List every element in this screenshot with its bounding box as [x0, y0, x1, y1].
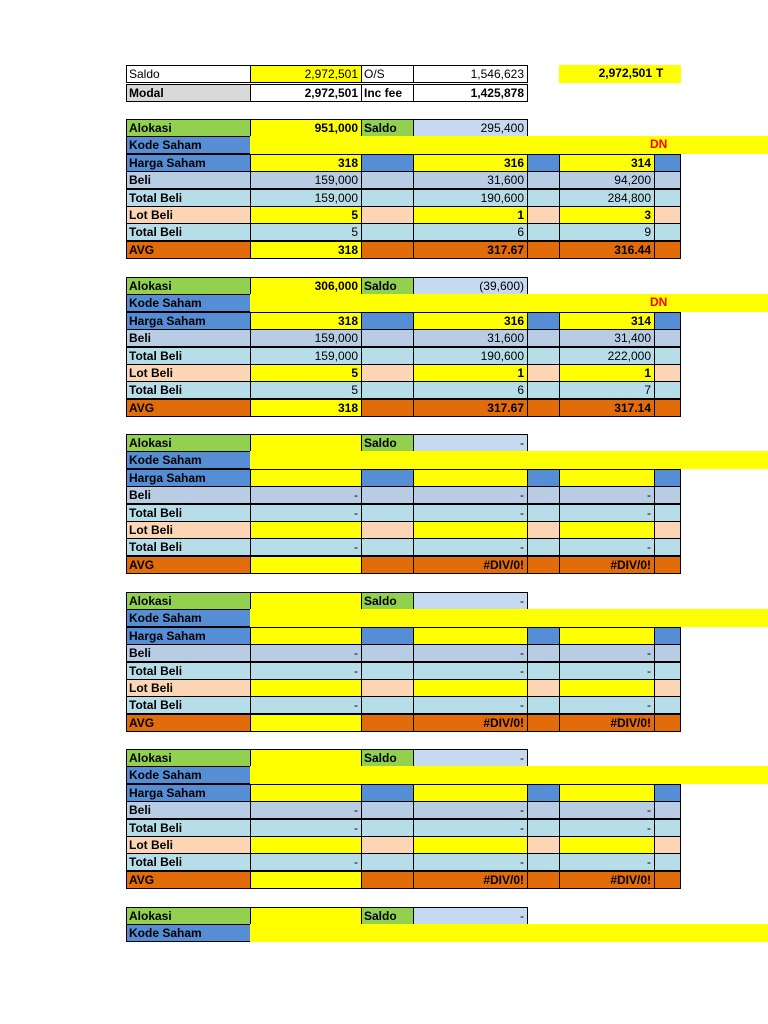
harga-value-2[interactable]: [413, 784, 528, 802]
total-lot-label: Total Beli: [126, 853, 251, 871]
total-beli-label: Total Beli: [126, 347, 251, 365]
saldo-label: Saldo: [361, 277, 414, 295]
beli-value-1[interactable]: -: [250, 486, 362, 504]
beli-value-1[interactable]: 159,000: [250, 329, 362, 347]
total-lot-value-2[interactable]: -: [413, 853, 528, 871]
total-beli-value-1[interactable]: -: [250, 819, 362, 837]
total-lot-value-1[interactable]: -: [250, 853, 362, 871]
spacer-cell: [361, 679, 414, 697]
spacer-cell: [361, 556, 414, 574]
spacer-cell: [654, 819, 681, 837]
total-beli-value-2[interactable]: 190,600: [413, 347, 528, 365]
avg-value-3[interactable]: #DIV/0!: [559, 556, 655, 574]
incfee-label: Inc fee: [361, 84, 414, 102]
spacer-cell: [361, 662, 414, 680]
avg-value-2[interactable]: #DIV/0!: [413, 556, 528, 574]
lot-beli-value-3[interactable]: [559, 521, 655, 539]
spacer-cell: [654, 714, 681, 732]
total-lot-value-3[interactable]: 9: [559, 223, 655, 241]
harga-value-2[interactable]: [413, 469, 528, 487]
avg-value-2[interactable]: 317.67: [413, 399, 528, 417]
lot-beli-label: Lot Beli: [126, 836, 251, 854]
harga-label: Harga Saham: [126, 154, 251, 172]
total-beli-value-2[interactable]: -: [413, 504, 528, 522]
side-letter: T: [654, 65, 681, 83]
spacer-cell: [361, 223, 414, 241]
spacer-cell: [654, 696, 681, 714]
spacer-cell: [361, 399, 414, 417]
kode-saham-value: DN: [648, 136, 681, 154]
total-lot-value-1[interactable]: -: [250, 538, 362, 556]
spacer-cell: [527, 662, 560, 680]
total-lot-value-3[interactable]: -: [559, 538, 655, 556]
saldo-label: Saldo: [361, 119, 414, 137]
spacer-cell: [527, 399, 560, 417]
saldo-value[interactable]: -: [413, 907, 528, 925]
beli-value-3[interactable]: -: [559, 486, 655, 504]
beli-value-3[interactable]: -: [559, 801, 655, 819]
beli-value-1[interactable]: -: [250, 644, 362, 662]
saldo-value[interactable]: 295,400: [413, 119, 528, 137]
avg-value-2[interactable]: 317.67: [413, 241, 528, 259]
lot-beli-label: Lot Beli: [126, 206, 251, 224]
harga-value-1[interactable]: [250, 469, 362, 487]
kode-saham-label: Kode Saham: [126, 609, 251, 627]
lot-beli-value-2[interactable]: 1: [413, 364, 528, 382]
spacer-cell: [527, 679, 560, 697]
avg-label: AVG: [126, 714, 251, 732]
beli-value-3[interactable]: 31,400: [559, 329, 655, 347]
beli-value-1[interactable]: -: [250, 801, 362, 819]
alokasi-value[interactable]: 951,000: [250, 119, 362, 137]
spacer-cell: [527, 644, 560, 662]
spacer-cell: [361, 381, 414, 399]
harga-value-1[interactable]: 318: [250, 154, 362, 172]
lot-beli-value-2[interactable]: [413, 836, 528, 854]
total-lot-value-2[interactable]: 6: [413, 223, 528, 241]
avg-value-3[interactable]: 317.14: [559, 399, 655, 417]
spacer-cell: [654, 662, 681, 680]
kode-saham-input[interactable]: [250, 609, 768, 627]
avg-value-1[interactable]: [250, 871, 362, 889]
lot-beli-label: Lot Beli: [126, 364, 251, 382]
spacer-cell: [361, 819, 414, 837]
harga-value-3[interactable]: [559, 469, 655, 487]
beli-label: Beli: [126, 801, 251, 819]
spacer-cell: [361, 469, 414, 487]
harga-value-2[interactable]: 316: [413, 154, 528, 172]
alokasi-label: Alokasi: [126, 749, 251, 767]
spacer-cell: [654, 504, 681, 522]
spacer-cell: [361, 312, 414, 330]
spacer-cell: [527, 329, 560, 347]
alokasi-value[interactable]: [250, 907, 362, 925]
total-beli-label: Total Beli: [126, 189, 251, 207]
harga-value-1[interactable]: [250, 627, 362, 645]
kode-saham-input[interactable]: [250, 766, 768, 784]
spacer-cell: [527, 556, 560, 574]
avg-label: AVG: [126, 241, 251, 259]
lot-beli-value-1[interactable]: [250, 836, 362, 854]
spacer-cell: [361, 853, 414, 871]
modal-value[interactable]: 2,972,501: [250, 84, 362, 102]
avg-label: AVG: [126, 399, 251, 417]
beli-label: Beli: [126, 644, 251, 662]
lot-beli-value-3[interactable]: [559, 836, 655, 854]
alokasi-value[interactable]: [250, 749, 362, 767]
spacer-cell: [361, 486, 414, 504]
spacer-cell: [361, 871, 414, 889]
total-lot-value-3[interactable]: -: [559, 696, 655, 714]
saldo-value[interactable]: -: [413, 434, 528, 452]
alokasi-label: Alokasi: [126, 434, 251, 452]
total-beli-value-1[interactable]: 159,000: [250, 347, 362, 365]
spacer-cell: [654, 801, 681, 819]
spacer-cell: [361, 696, 414, 714]
harga-label: Harga Saham: [126, 784, 251, 802]
spacer-cell: [361, 521, 414, 539]
total-lot-value-1[interactable]: 5: [250, 223, 362, 241]
spacer-cell: [361, 836, 414, 854]
avg-value-2[interactable]: #DIV/0!: [413, 871, 528, 889]
spacer-cell: [654, 154, 681, 172]
spacer-cell: [527, 853, 560, 871]
spacer-cell: [527, 364, 560, 382]
harga-value-3[interactable]: 314: [559, 312, 655, 330]
harga-value-1[interactable]: 318: [250, 312, 362, 330]
spacer-cell: [527, 714, 560, 732]
lot-beli-value-3[interactable]: 3: [559, 206, 655, 224]
total-lot-value-3[interactable]: -: [559, 853, 655, 871]
spacer-cell: [527, 836, 560, 854]
spacer-cell: [654, 853, 681, 871]
lot-beli-value-1[interactable]: [250, 521, 362, 539]
total-beli-label: Total Beli: [126, 504, 251, 522]
spacer-cell: [527, 784, 560, 802]
spacer-cell: [527, 801, 560, 819]
avg-value-1[interactable]: [250, 556, 362, 574]
spacer-cell: [654, 644, 681, 662]
harga-value-3[interactable]: [559, 627, 655, 645]
total-beli-value-1[interactable]: 159,000: [250, 189, 362, 207]
saldo-label: Saldo: [126, 65, 251, 83]
os-label: O/S: [361, 65, 414, 83]
spacer-cell: [527, 538, 560, 556]
total-beli-value-3[interactable]: -: [559, 819, 655, 837]
beli-value-1[interactable]: 159,000: [250, 171, 362, 189]
lot-beli-value-1[interactable]: 5: [250, 206, 362, 224]
spacer-cell: [654, 836, 681, 854]
total-lot-value-2[interactable]: -: [413, 538, 528, 556]
os-value[interactable]: 1,546,623: [413, 65, 528, 83]
saldo-label: Saldo: [361, 749, 414, 767]
alokasi-value[interactable]: [250, 592, 362, 610]
beli-value-2[interactable]: 31,600: [413, 171, 528, 189]
spacer-cell: [654, 538, 681, 556]
harga-value-3[interactable]: [559, 784, 655, 802]
spacer-cell: [654, 469, 681, 487]
alokasi-label: Alokasi: [126, 119, 251, 137]
beli-value-3[interactable]: -: [559, 644, 655, 662]
beli-label: Beli: [126, 171, 251, 189]
alokasi-value[interactable]: [250, 434, 362, 452]
spacer-cell: [361, 347, 414, 365]
kode-saham-label: Kode Saham: [126, 924, 251, 942]
avg-value-3[interactable]: #DIV/0!: [559, 871, 655, 889]
spacer-cell: [361, 627, 414, 645]
lot-beli-value-2[interactable]: [413, 679, 528, 697]
avg-value-3[interactable]: #DIV/0!: [559, 714, 655, 732]
spacer-cell: [361, 801, 414, 819]
saldo-label: Saldo: [361, 592, 414, 610]
spacer-cell: [361, 644, 414, 662]
harga-label: Harga Saham: [126, 469, 251, 487]
saldo-label: Saldo: [361, 434, 414, 452]
spacer-cell: [654, 486, 681, 504]
beli-label: Beli: [126, 486, 251, 504]
total-lot-value-1[interactable]: 5: [250, 381, 362, 399]
spacer-cell: [654, 679, 681, 697]
spacer-cell: [654, 223, 681, 241]
spacer-cell: [361, 154, 414, 172]
total-lot-label: Total Beli: [126, 538, 251, 556]
total-lot-value-2[interactable]: 6: [413, 381, 528, 399]
lot-beli-value-1[interactable]: 5: [250, 364, 362, 382]
avg-value-3[interactable]: 316.44: [559, 241, 655, 259]
kode-saham-input[interactable]: [250, 294, 768, 312]
total-lot-value-2[interactable]: -: [413, 696, 528, 714]
harga-label: Harga Saham: [126, 312, 251, 330]
avg-value-1[interactable]: [250, 714, 362, 732]
saldo-value[interactable]: -: [413, 592, 528, 610]
lot-beli-label: Lot Beli: [126, 521, 251, 539]
beli-value-2[interactable]: -: [413, 801, 528, 819]
spacer-cell: [654, 784, 681, 802]
spacer-cell: [361, 364, 414, 382]
spacer-cell: [654, 871, 681, 889]
spacer-cell: [527, 381, 560, 399]
harga-value-2[interactable]: [413, 627, 528, 645]
side-value[interactable]: 2,972,501: [559, 65, 655, 83]
spacer-cell: [361, 241, 414, 259]
avg-value-2[interactable]: #DIV/0!: [413, 714, 528, 732]
spacer-cell: [361, 206, 414, 224]
harga-value-3[interactable]: 314: [559, 154, 655, 172]
kode-saham-label: Kode Saham: [126, 766, 251, 784]
kode-saham-label: Kode Saham: [126, 136, 251, 154]
spacer-cell: [654, 627, 681, 645]
harga-value-2[interactable]: 316: [413, 312, 528, 330]
saldo-value[interactable]: (39,600): [413, 277, 528, 295]
total-beli-value-2[interactable]: -: [413, 662, 528, 680]
avg-label: AVG: [126, 871, 251, 889]
beli-value-2[interactable]: -: [413, 644, 528, 662]
lot-beli-label: Lot Beli: [126, 679, 251, 697]
total-lot-label: Total Beli: [126, 381, 251, 399]
spacer-cell: [527, 206, 560, 224]
spacer-cell: [527, 171, 560, 189]
total-lot-label: Total Beli: [126, 696, 251, 714]
kode-saham-input[interactable]: [250, 924, 768, 942]
total-lot-value-3[interactable]: 7: [559, 381, 655, 399]
avg-label: AVG: [126, 556, 251, 574]
total-beli-label: Total Beli: [126, 819, 251, 837]
saldo-label: Saldo: [361, 907, 414, 925]
spacer-cell: [527, 871, 560, 889]
total-beli-value-3[interactable]: 222,000: [559, 347, 655, 365]
saldo-value[interactable]: 2,972,501: [250, 65, 362, 83]
lot-beli-value-3[interactable]: [559, 679, 655, 697]
harga-label: Harga Saham: [126, 627, 251, 645]
spacer-cell: [361, 189, 414, 207]
total-lot-label: Total Beli: [126, 223, 251, 241]
total-beli-value-3[interactable]: -: [559, 504, 655, 522]
spacer-cell: [361, 171, 414, 189]
spacer-cell: [527, 521, 560, 539]
spacer-cell: [654, 381, 681, 399]
spacer-cell: [527, 241, 560, 259]
modal-label: Modal: [126, 84, 251, 102]
beli-value-2[interactable]: 31,600: [413, 329, 528, 347]
alokasi-label: Alokasi: [126, 907, 251, 925]
harga-value-1[interactable]: [250, 784, 362, 802]
total-beli-value-3[interactable]: 284,800: [559, 189, 655, 207]
spacer-cell: [527, 189, 560, 207]
spacer-cell: [527, 627, 560, 645]
spacer-cell: [527, 819, 560, 837]
spacer-cell: [527, 223, 560, 241]
spacer-cell: [361, 538, 414, 556]
total-lot-value-1[interactable]: -: [250, 696, 362, 714]
spacer-cell: [654, 399, 681, 417]
spacer-cell: [654, 364, 681, 382]
spacer-cell: [654, 521, 681, 539]
total-beli-value-2[interactable]: 190,600: [413, 189, 528, 207]
lot-beli-value-1[interactable]: [250, 679, 362, 697]
alokasi-label: Alokasi: [126, 592, 251, 610]
alokasi-value[interactable]: 306,000: [250, 277, 362, 295]
saldo-value[interactable]: -: [413, 749, 528, 767]
alokasi-label: Alokasi: [126, 277, 251, 295]
spacer-cell: [654, 241, 681, 259]
spacer-cell: [654, 171, 681, 189]
beli-label: Beli: [126, 329, 251, 347]
spacer-cell: [527, 347, 560, 365]
kode-saham-input[interactable]: [250, 451, 768, 469]
total-beli-value-3[interactable]: -: [559, 662, 655, 680]
total-beli-label: Total Beli: [126, 662, 251, 680]
spacer-cell: [654, 556, 681, 574]
spacer-cell: [654, 312, 681, 330]
spacer-cell: [527, 486, 560, 504]
incfee-value[interactable]: 1,425,878: [413, 84, 528, 102]
spacer-cell: [527, 504, 560, 522]
lot-beli-value-2[interactable]: 1: [413, 206, 528, 224]
spacer-cell: [361, 784, 414, 802]
lot-beli-value-3[interactable]: 1: [559, 364, 655, 382]
spacer-cell: [527, 696, 560, 714]
spacer-cell: [361, 329, 414, 347]
beli-value-2[interactable]: -: [413, 486, 528, 504]
spacer-cell: [527, 469, 560, 487]
avg-value-1[interactable]: 318: [250, 241, 362, 259]
total-beli-value-1[interactable]: -: [250, 662, 362, 680]
kode-saham-label: Kode Saham: [126, 294, 251, 312]
spacer-cell: [654, 189, 681, 207]
kode-saham-value: DN: [648, 294, 681, 312]
spacer-cell: [527, 312, 560, 330]
kode-saham-label: Kode Saham: [126, 451, 251, 469]
beli-value-3[interactable]: 94,200: [559, 171, 655, 189]
spacer-cell: [361, 504, 414, 522]
total-beli-value-2[interactable]: -: [413, 819, 528, 837]
spacer-cell: [654, 347, 681, 365]
spacer-cell: [654, 206, 681, 224]
total-beli-value-1[interactable]: -: [250, 504, 362, 522]
spacer-cell: [654, 329, 681, 347]
avg-value-1[interactable]: 318: [250, 399, 362, 417]
spacer-cell: [361, 714, 414, 732]
spacer-cell: [527, 154, 560, 172]
kode-saham-input[interactable]: [250, 136, 768, 154]
lot-beli-value-2[interactable]: [413, 521, 528, 539]
